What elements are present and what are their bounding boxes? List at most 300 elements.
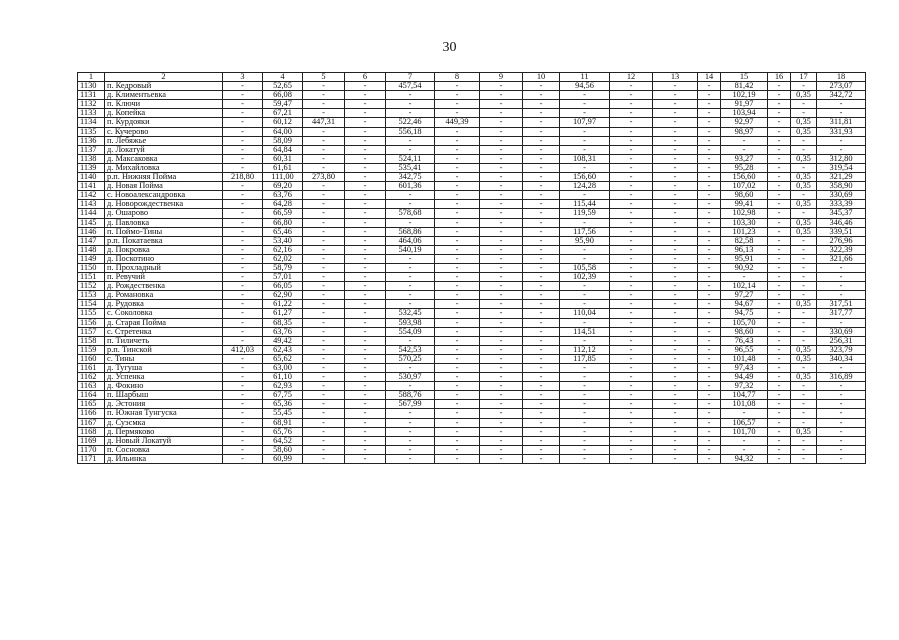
value-cell: -	[345, 454, 386, 463]
value-cell: -	[523, 345, 560, 354]
table-row	[78, 427, 866, 436]
value-cell: -	[721, 436, 768, 445]
value-cell: -	[303, 373, 345, 382]
value-cell: -	[768, 227, 791, 236]
value-cell: 0,35	[791, 173, 817, 182]
value-cell: -	[345, 173, 386, 182]
value-cell: -	[480, 445, 523, 454]
value-cell: 98,60	[721, 327, 768, 336]
value-cell: -	[435, 391, 480, 400]
value-cell: -	[223, 318, 263, 327]
value-cell: -	[345, 136, 386, 145]
value-cell: -	[223, 154, 263, 163]
value-cell: -	[768, 445, 791, 454]
value-cell: -	[791, 336, 817, 345]
value-cell: -	[560, 291, 610, 300]
value-cell: -	[610, 191, 653, 200]
value-cell: -	[653, 200, 698, 209]
value-cell: -	[223, 263, 263, 272]
value-cell: -	[653, 263, 698, 272]
column-header: 6	[345, 73, 386, 82]
value-cell: -	[523, 318, 560, 327]
value-cell: 58,09	[263, 136, 303, 145]
value-cell: 62,16	[263, 245, 303, 254]
value-cell: 102,19	[721, 91, 768, 100]
table-row	[78, 291, 866, 300]
value-cell: -	[560, 364, 610, 373]
value-cell: -	[698, 91, 721, 100]
value-cell: -	[560, 445, 610, 454]
value-cell: -	[223, 191, 263, 200]
row-number-cell: 1144	[78, 209, 105, 218]
value-cell: 76,43	[721, 336, 768, 345]
value-cell: -	[610, 409, 653, 418]
value-cell: -	[223, 409, 263, 418]
row-number-cell: 1140	[78, 173, 105, 182]
value-cell: -	[817, 445, 866, 454]
value-cell: -	[223, 236, 263, 245]
tariff-table	[77, 72, 866, 464]
settlement-name-cell: д. Поскотино	[105, 254, 223, 263]
settlement-name-cell: д. Ошарово	[105, 209, 223, 218]
value-cell: -	[480, 391, 523, 400]
value-cell: -	[768, 145, 791, 154]
row-number-cell: 1149	[78, 254, 105, 263]
value-cell: 568,86	[386, 227, 435, 236]
value-cell: -	[303, 227, 345, 236]
value-cell: -	[653, 254, 698, 263]
value-cell: -	[768, 282, 791, 291]
value-cell: -	[435, 400, 480, 409]
value-cell: -	[610, 300, 653, 309]
value-cell: 66,80	[263, 218, 303, 227]
value-cell: -	[817, 436, 866, 445]
value-cell: -	[523, 309, 560, 318]
value-cell: -	[386, 282, 435, 291]
value-cell: -	[435, 445, 480, 454]
value-cell: -	[303, 191, 345, 200]
value-cell: -	[610, 273, 653, 282]
value-cell: 97,27	[721, 291, 768, 300]
value-cell: 99,41	[721, 200, 768, 209]
row-number-cell: 1133	[78, 109, 105, 118]
value-cell: 95,28	[721, 163, 768, 172]
value-cell: -	[480, 282, 523, 291]
row-number-cell: 1153	[78, 291, 105, 300]
value-cell: -	[653, 145, 698, 154]
value-cell: -	[523, 263, 560, 272]
row-number-cell: 1165	[78, 400, 105, 409]
value-cell: -	[435, 336, 480, 345]
value-cell: 53,40	[263, 236, 303, 245]
value-cell: -	[721, 273, 768, 282]
value-cell: 102,98	[721, 209, 768, 218]
value-cell: -	[698, 145, 721, 154]
value-cell: -	[653, 182, 698, 191]
column-header: 14	[698, 73, 721, 82]
value-cell: -	[791, 454, 817, 463]
value-cell: 61,27	[263, 309, 303, 318]
value-cell: 97,43	[721, 364, 768, 373]
row-number-cell: 1160	[78, 354, 105, 363]
value-cell: -	[386, 91, 435, 100]
value-cell: -	[345, 418, 386, 427]
value-cell: -	[560, 136, 610, 145]
value-cell: -	[610, 127, 653, 136]
settlement-name-cell: д. Ильинка	[105, 454, 223, 463]
value-cell: 115,44	[560, 200, 610, 209]
value-cell: -	[345, 254, 386, 263]
value-cell: 0,35	[791, 218, 817, 227]
value-cell: -	[303, 263, 345, 272]
value-cell: -	[435, 91, 480, 100]
value-cell: -	[817, 418, 866, 427]
value-cell: 601,36	[386, 182, 435, 191]
settlement-name-cell: п. Тиличеть	[105, 336, 223, 345]
value-cell: -	[345, 354, 386, 363]
value-cell: -	[768, 409, 791, 418]
value-cell: -	[345, 118, 386, 127]
value-cell: -	[817, 273, 866, 282]
value-cell: -	[768, 163, 791, 172]
value-cell: -	[480, 82, 523, 91]
row-number-cell: 1155	[78, 309, 105, 318]
table-row	[78, 354, 866, 363]
value-cell: -	[386, 218, 435, 227]
value-cell: -	[653, 245, 698, 254]
value-cell: -	[791, 391, 817, 400]
value-cell: 532,45	[386, 309, 435, 318]
value-cell: -	[386, 382, 435, 391]
value-cell: -	[435, 382, 480, 391]
value-cell: -	[480, 309, 523, 318]
value-cell: 0,35	[791, 91, 817, 100]
value-cell: 535,41	[386, 163, 435, 172]
value-cell: -	[653, 91, 698, 100]
value-cell: -	[698, 82, 721, 91]
value-cell: 103,30	[721, 218, 768, 227]
value-cell: -	[303, 318, 345, 327]
value-cell: 317,77	[817, 309, 866, 318]
value-cell: -	[480, 318, 523, 327]
value-cell: 447,31	[303, 118, 345, 127]
value-cell: 61,22	[263, 300, 303, 309]
value-cell: -	[768, 318, 791, 327]
value-cell: -	[698, 336, 721, 345]
value-cell: -	[480, 100, 523, 109]
value-cell: -	[653, 127, 698, 136]
value-cell: -	[223, 245, 263, 254]
value-cell: 58,79	[263, 263, 303, 272]
value-cell: 556,18	[386, 127, 435, 136]
value-cell: 49,42	[263, 336, 303, 345]
column-header: 12	[610, 73, 653, 82]
value-cell: -	[698, 109, 721, 118]
value-cell: 339,51	[817, 227, 866, 236]
value-cell: -	[768, 127, 791, 136]
table-row	[78, 82, 866, 91]
value-cell: -	[345, 109, 386, 118]
value-cell: -	[610, 236, 653, 245]
table-row	[78, 109, 866, 118]
value-cell: -	[480, 273, 523, 282]
value-cell: 58,60	[263, 445, 303, 454]
value-cell: -	[817, 136, 866, 145]
table-row	[78, 318, 866, 327]
value-cell: -	[386, 191, 435, 200]
value-cell: -	[303, 209, 345, 218]
value-cell: -	[653, 191, 698, 200]
value-cell: -	[817, 364, 866, 373]
value-cell: -	[223, 100, 263, 109]
value-cell: -	[303, 354, 345, 363]
value-cell: -	[303, 409, 345, 418]
column-header: 7	[386, 73, 435, 82]
value-cell: -	[523, 218, 560, 227]
row-number-cell: 1167	[78, 418, 105, 427]
value-cell: -	[791, 291, 817, 300]
value-cell: -	[610, 345, 653, 354]
value-cell: -	[721, 145, 768, 154]
value-cell: 52,65	[263, 82, 303, 91]
table-row	[78, 154, 866, 163]
value-cell: -	[791, 282, 817, 291]
value-cell: -	[698, 309, 721, 318]
value-cell: -	[523, 91, 560, 100]
value-cell: 567,99	[386, 400, 435, 409]
value-cell: -	[345, 245, 386, 254]
value-cell: 345,37	[817, 209, 866, 218]
value-cell: -	[698, 245, 721, 254]
value-cell: -	[653, 136, 698, 145]
value-cell: -	[768, 118, 791, 127]
settlement-name-cell: д. Успенка	[105, 373, 223, 382]
settlement-name-cell: д. Максаковка	[105, 154, 223, 163]
value-cell: -	[303, 436, 345, 445]
value-cell: 330,69	[817, 327, 866, 336]
value-cell: 69,20	[263, 182, 303, 191]
value-cell: -	[698, 327, 721, 336]
value-cell: -	[698, 409, 721, 418]
value-cell: -	[610, 354, 653, 363]
settlement-name-cell: р.п. Нижняя Пойма	[105, 173, 223, 182]
value-cell: -	[523, 382, 560, 391]
value-cell: -	[560, 91, 610, 100]
row-number-cell: 1152	[78, 282, 105, 291]
value-cell: 342,72	[817, 91, 866, 100]
value-cell: -	[386, 427, 435, 436]
value-cell: -	[523, 418, 560, 427]
value-cell: -	[223, 254, 263, 263]
row-number-cell: 1132	[78, 100, 105, 109]
value-cell: -	[523, 209, 560, 218]
table-row	[78, 409, 866, 418]
row-number-cell: 1159	[78, 345, 105, 354]
value-cell: 119,59	[560, 209, 610, 218]
value-cell: -	[768, 327, 791, 336]
value-cell: -	[435, 209, 480, 218]
settlement-name-cell: п. Поймо-Тины	[105, 227, 223, 236]
column-header: 18	[817, 73, 866, 82]
value-cell: -	[560, 336, 610, 345]
value-cell: -	[523, 409, 560, 418]
value-cell: -	[698, 127, 721, 136]
value-cell: -	[435, 100, 480, 109]
settlement-name-cell: п. Сосновка	[105, 445, 223, 454]
value-cell: 94,75	[721, 309, 768, 318]
value-cell: 94,67	[721, 300, 768, 309]
value-cell: -	[721, 445, 768, 454]
value-cell: -	[223, 454, 263, 463]
value-cell: -	[345, 391, 386, 400]
value-cell: -	[653, 273, 698, 282]
value-cell: -	[653, 300, 698, 309]
value-cell: -	[768, 245, 791, 254]
value-cell: -	[386, 300, 435, 309]
value-cell: -	[610, 91, 653, 100]
row-number-cell: 1171	[78, 454, 105, 463]
value-cell: 111,00	[263, 173, 303, 182]
value-cell: 90,92	[721, 263, 768, 272]
value-cell: -	[653, 364, 698, 373]
value-cell: -	[791, 273, 817, 282]
value-cell: 61,61	[263, 163, 303, 172]
value-cell: -	[223, 282, 263, 291]
value-cell: -	[435, 436, 480, 445]
value-cell: -	[791, 109, 817, 118]
value-cell: -	[768, 300, 791, 309]
value-cell: -	[480, 191, 523, 200]
value-cell: -	[610, 327, 653, 336]
value-cell: -	[610, 254, 653, 263]
value-cell: -	[435, 373, 480, 382]
value-cell: 570,25	[386, 354, 435, 363]
value-cell: 530,97	[386, 373, 435, 382]
value-cell: -	[653, 445, 698, 454]
value-cell: -	[698, 273, 721, 282]
value-cell: -	[480, 154, 523, 163]
value-cell: -	[480, 263, 523, 272]
value-cell: 101,48	[721, 354, 768, 363]
value-cell: -	[303, 327, 345, 336]
value-cell: -	[303, 100, 345, 109]
value-cell: -	[386, 454, 435, 463]
value-cell: -	[480, 454, 523, 463]
value-cell: -	[435, 163, 480, 172]
value-cell: -	[523, 163, 560, 172]
value-cell: -	[768, 418, 791, 427]
value-cell: 542,53	[386, 345, 435, 354]
value-cell: -	[303, 127, 345, 136]
value-cell: 59,47	[263, 100, 303, 109]
value-cell: -	[435, 136, 480, 145]
value-cell: -	[698, 345, 721, 354]
value-cell: -	[303, 391, 345, 400]
table-row	[78, 118, 866, 127]
value-cell: 449,39	[435, 118, 480, 127]
settlement-name-cell: д. Локатуй	[105, 145, 223, 154]
column-header: 9	[480, 73, 523, 82]
settlement-name-cell: п. Шарбыш	[105, 391, 223, 400]
value-cell: -	[345, 218, 386, 227]
value-cell: -	[345, 145, 386, 154]
value-cell: -	[480, 173, 523, 182]
value-cell: -	[223, 418, 263, 427]
settlement-name-cell: д. Рождественка	[105, 282, 223, 291]
value-cell: -	[223, 436, 263, 445]
value-cell: -	[698, 354, 721, 363]
value-cell: -	[223, 227, 263, 236]
value-cell: -	[345, 436, 386, 445]
value-cell: -	[386, 336, 435, 345]
value-cell: -	[303, 345, 345, 354]
value-cell: 0,35	[791, 154, 817, 163]
value-cell: -	[223, 336, 263, 345]
value-cell: -	[223, 82, 263, 91]
value-cell: -	[768, 254, 791, 263]
value-cell: 218,80	[223, 173, 263, 182]
page-number: 30	[442, 40, 457, 55]
value-cell: -	[698, 282, 721, 291]
value-cell: -	[223, 127, 263, 136]
value-cell: -	[610, 100, 653, 109]
value-cell: -	[610, 445, 653, 454]
value-cell: 95,91	[721, 254, 768, 263]
value-cell: -	[560, 109, 610, 118]
settlement-name-cell: п. Кедровый	[105, 82, 223, 91]
value-cell: -	[560, 254, 610, 263]
value-cell: -	[345, 318, 386, 327]
value-cell: 588,76	[386, 391, 435, 400]
settlement-name-cell: д. Михайловка	[105, 163, 223, 172]
value-cell: -	[345, 100, 386, 109]
value-cell: -	[610, 218, 653, 227]
table-row	[78, 391, 866, 400]
value-cell: 57,01	[263, 273, 303, 282]
value-cell: -	[223, 364, 263, 373]
value-cell: -	[768, 263, 791, 272]
settlement-name-cell: д. Новорождественка	[105, 200, 223, 209]
column-header: 16	[768, 73, 791, 82]
value-cell: -	[698, 191, 721, 200]
value-cell: -	[653, 409, 698, 418]
value-cell: -	[523, 273, 560, 282]
table-row	[78, 191, 866, 200]
value-cell: 112,12	[560, 345, 610, 354]
value-cell: -	[480, 218, 523, 227]
settlement-name-cell: д. Фокино	[105, 382, 223, 391]
value-cell: -	[560, 409, 610, 418]
value-cell: -	[610, 109, 653, 118]
value-cell: -	[791, 436, 817, 445]
value-cell: 64,84	[263, 145, 303, 154]
value-cell: -	[817, 400, 866, 409]
value-cell: -	[480, 127, 523, 136]
value-cell: -	[480, 427, 523, 436]
value-cell: -	[698, 400, 721, 409]
row-number-cell: 1142	[78, 191, 105, 200]
value-cell: -	[698, 100, 721, 109]
value-cell: -	[610, 154, 653, 163]
row-number-cell: 1161	[78, 364, 105, 373]
value-cell: -	[653, 82, 698, 91]
value-cell: -	[303, 163, 345, 172]
value-cell: -	[523, 236, 560, 245]
value-cell: -	[345, 364, 386, 373]
settlement-name-cell: п. Ревучий	[105, 273, 223, 282]
value-cell: -	[480, 418, 523, 427]
value-cell: 464,06	[386, 236, 435, 245]
